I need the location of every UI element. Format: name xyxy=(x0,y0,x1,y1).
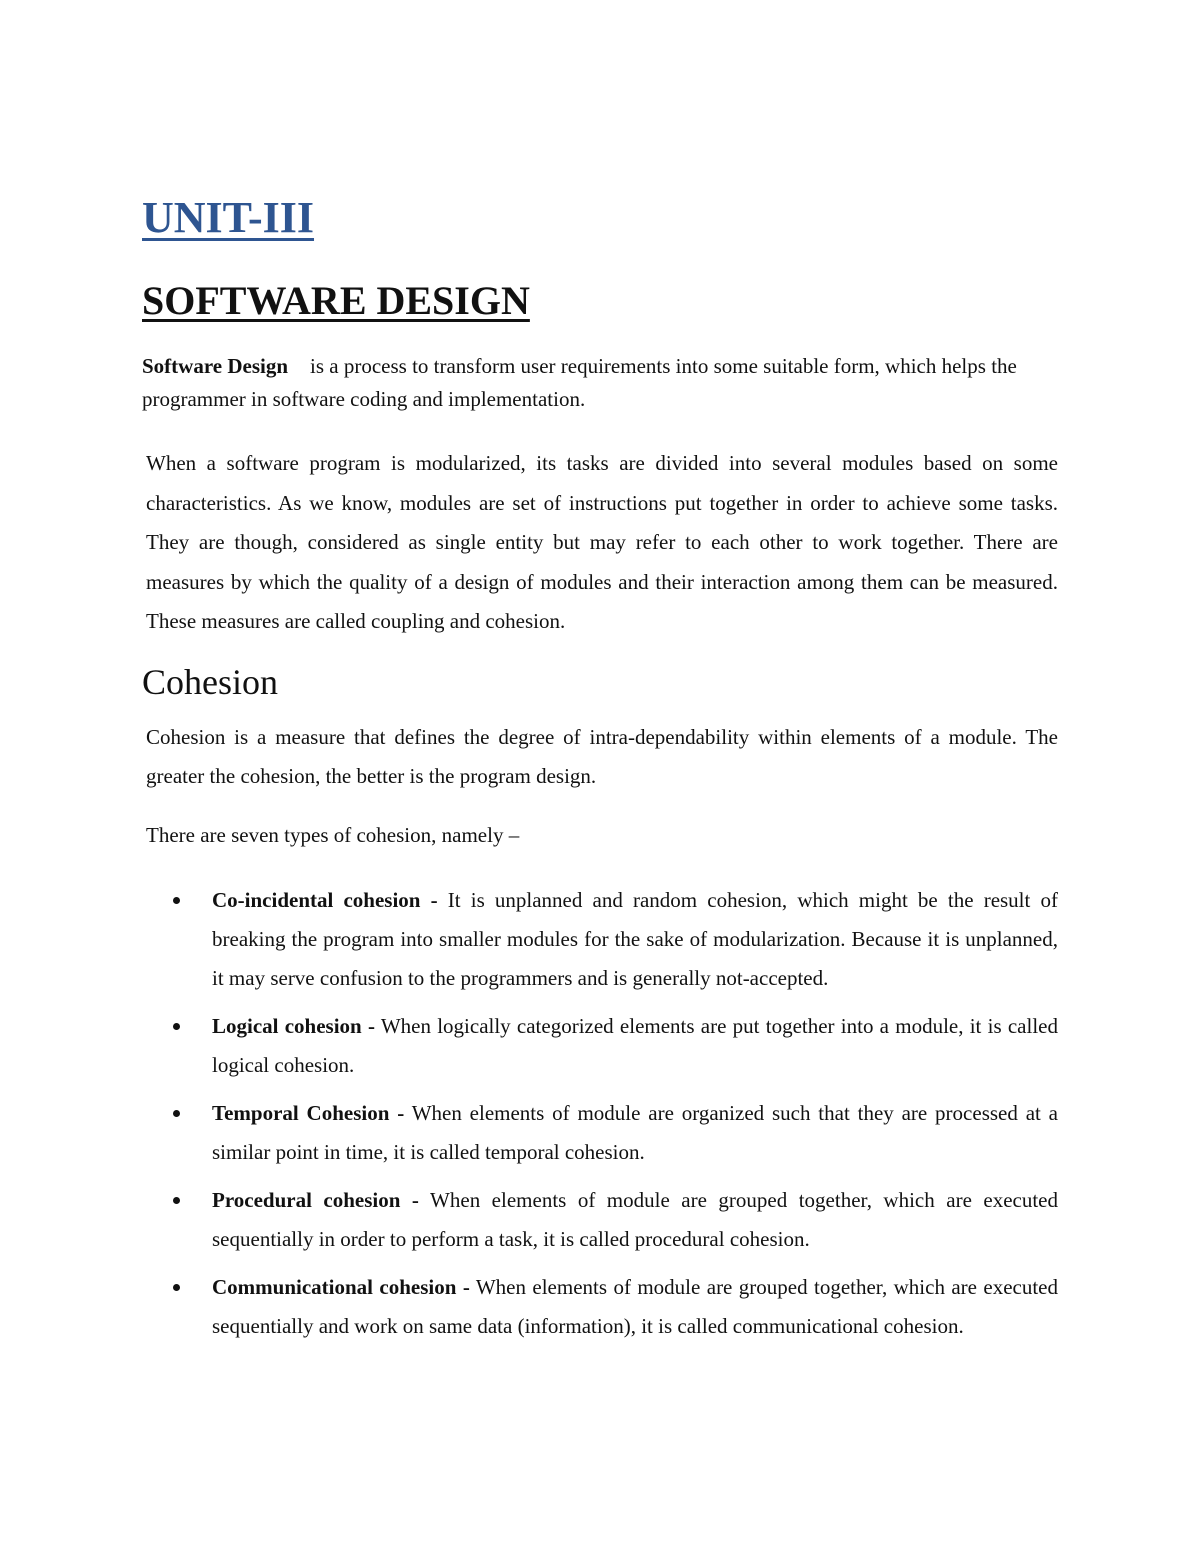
list-item-text: It is unplanned and random cohesion, which might be the result of breaking the program into smaller modules for the sake of modularization. Because it is unplanned, it may serve confusion to the programmers and is generally not-accepted. xyxy=(212,887,1058,990)
unit-title: UNIT-III xyxy=(142,193,315,242)
list-item-text: When logically categorized elements are put together into a module, it is called logical cohesion. xyxy=(212,1013,1058,1077)
list-item-term: Communicational cohesion - xyxy=(212,1274,470,1299)
list-item-term: Procedural cohesion - xyxy=(212,1187,419,1212)
intro-text: is a process to transform user requirements into some suitable form, which helps the programmer in software coding and implementation. xyxy=(142,354,1017,411)
list-item xyxy=(142,881,1058,998)
cohesion-types-intro: There are seven types of cohesion, namely – xyxy=(146,822,520,847)
cohesion-heading: Cohesion xyxy=(142,661,279,702)
list-item xyxy=(142,1268,1058,1346)
list-item xyxy=(142,1007,1058,1085)
list-item-term: Logical cohesion - xyxy=(212,1013,375,1038)
intro-paragraph xyxy=(142,350,1058,416)
intro-term: Software Design xyxy=(142,354,289,378)
list-item-text: When elements of module are grouped together, which are executed sequentially in order to perform a task, it is called procedural cohesion. xyxy=(212,1187,1058,1251)
list-item-text: When elements of module are grouped together, which are executed sequentially and work on same data (information), it is called communicational cohesion. xyxy=(212,1274,1059,1338)
list-item-text: When elements of module are organized such that they are processed at a similar point in time, it is called temporal cohesion. xyxy=(212,1100,1058,1164)
list-item xyxy=(142,1181,1058,1259)
list-item-term: Temporal Cohesion - xyxy=(212,1100,405,1125)
bullet-icon xyxy=(173,1197,180,1204)
bullet-icon xyxy=(173,1284,180,1291)
cohesion-definition: Cohesion is a measure that defines the degree of intra-dependability within elements of a module. The greater the cohesion, the better is the program design. xyxy=(146,724,1058,788)
bullet-icon xyxy=(173,897,180,904)
list-item xyxy=(142,1094,1058,1172)
list-item-term: Co-incidental cohesion - xyxy=(212,887,438,912)
bullet-icon xyxy=(173,1023,180,1030)
bullet-icon xyxy=(173,1110,180,1117)
document-page xyxy=(142,190,1058,1355)
modularization-paragraph: When a software program is modularized, its tasks are divided into several modules based on some characteristics. As we know, modules are set of instructions put together in order to achieve some tasks. They are though, considered as single entity but may refer to each other to work together. There are measures by which the quality of a design of modules and their interaction among them can be measured. These measures are called coupling and cohesion. xyxy=(146,451,1058,633)
main-title: SOFTWARE DESIGN xyxy=(142,278,530,323)
cohesion-types-list xyxy=(142,881,1058,1346)
